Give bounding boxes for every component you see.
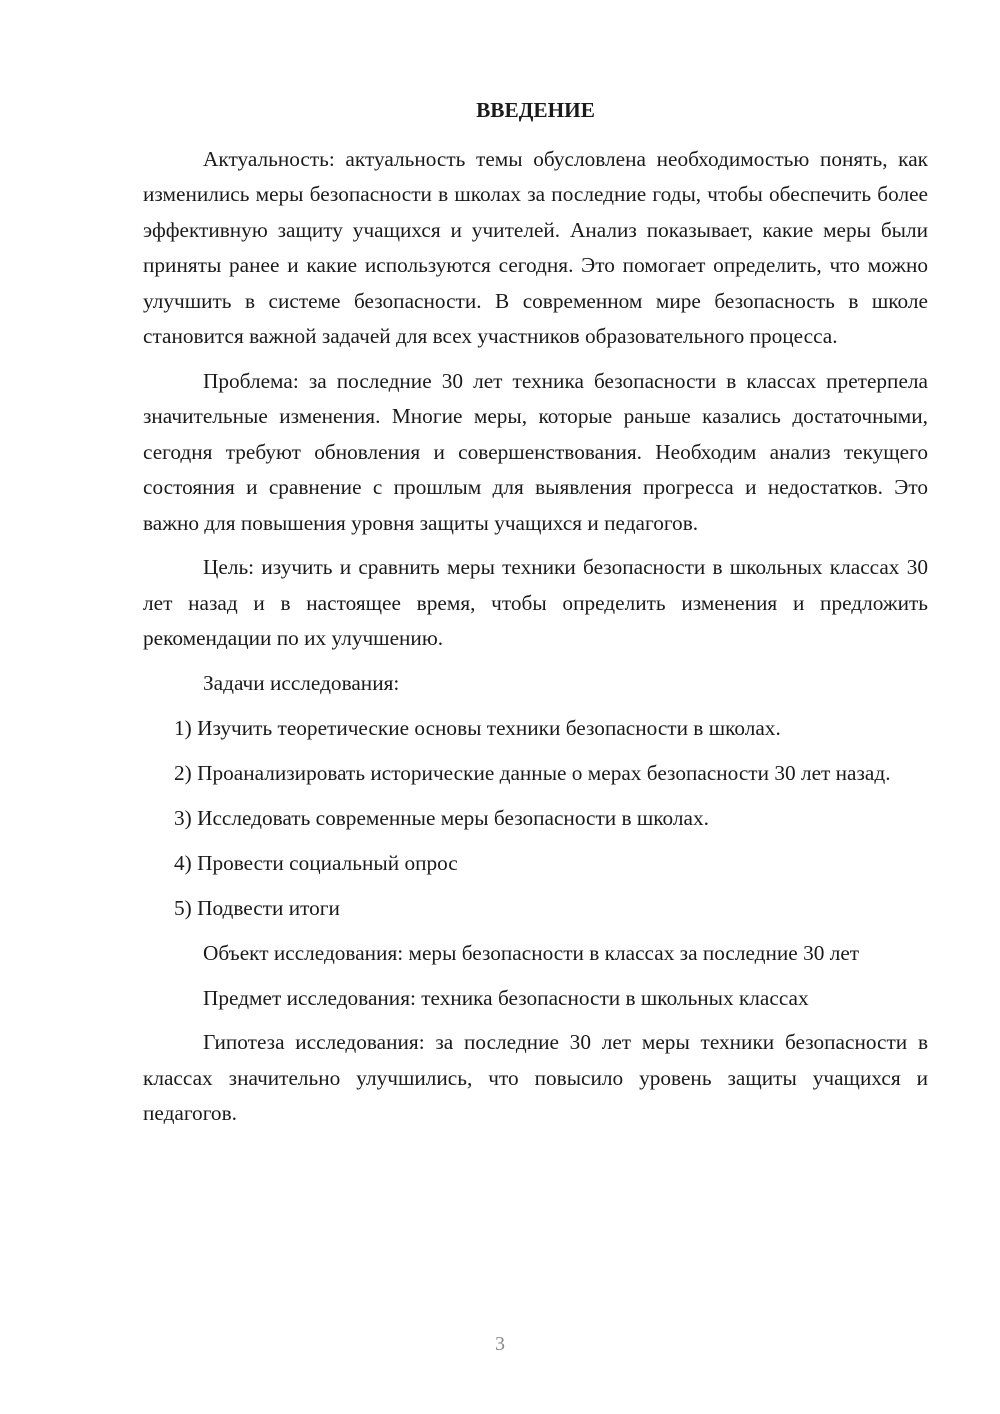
task-item: 4) Провести социальный опрос [174, 850, 458, 875]
problem-paragraph: Проблема: за последние 30 лет техника безопасности в классах претерпела значительные изменения. Многие меры, которые раньше казались достаточными, сегодня требуют обновления и совершенствования. Необходим анализ текущего состояния и сравнение с прошлым для выявления прогресса и недостатков. Это важно для повышения уровня защиты учащихся и педагогов. [143, 368, 928, 535]
tasks-heading: Задачи исследования: [203, 671, 400, 696]
hypothesis-paragraph: Гипотеза исследования: за последние 30 лет меры техники безопасности в классах значительно улучшились, что повысило уровень защиты учащихся и педагогов. [143, 1030, 928, 1126]
task-item: 1) Изучить теоретические основы техники безопасности в школах. [174, 716, 781, 741]
page-number: 3 [495, 1333, 505, 1355]
document-page [143, 93, 928, 1141]
task-item: 2) Проанализировать исторические данные о мерах безопасности 30 лет назад. [174, 761, 891, 785]
object-paragraph: Объект исследования: меры безопасности в классах за последние 30 лет [203, 940, 860, 965]
section-title: ВВЕДЕНИЕ [476, 98, 595, 122]
task-item: 3) Исследовать современные меры безопасности в школах. [174, 805, 709, 830]
relevance-paragraph: Актуальность: актуальность темы обусловлена необходимостью понять, как изменились меры безопасности в школах за последние годы, чтобы обеспечить более эффективную защиту учащихся и учителей. Анализ показывает, какие меры были приняты ранее и какие используются сегодня. Это помогает определить, что можно улучшить в системе безопасности. В современном мире безопасность в школе становится важной задачей для всех участников образовательного процесса. [143, 147, 928, 349]
goal-paragraph: Цель: изучить и сравнить меры техники безопасности в школьных классах 30 лет назад и в настоящее время, чтобы определить изменения и предложить рекомендации по их улучшению. [143, 555, 928, 651]
subject-paragraph: Предмет исследования: техника безопасности в школьных классах [203, 985, 809, 1010]
task-item: 5) Подвести итоги [174, 895, 340, 920]
